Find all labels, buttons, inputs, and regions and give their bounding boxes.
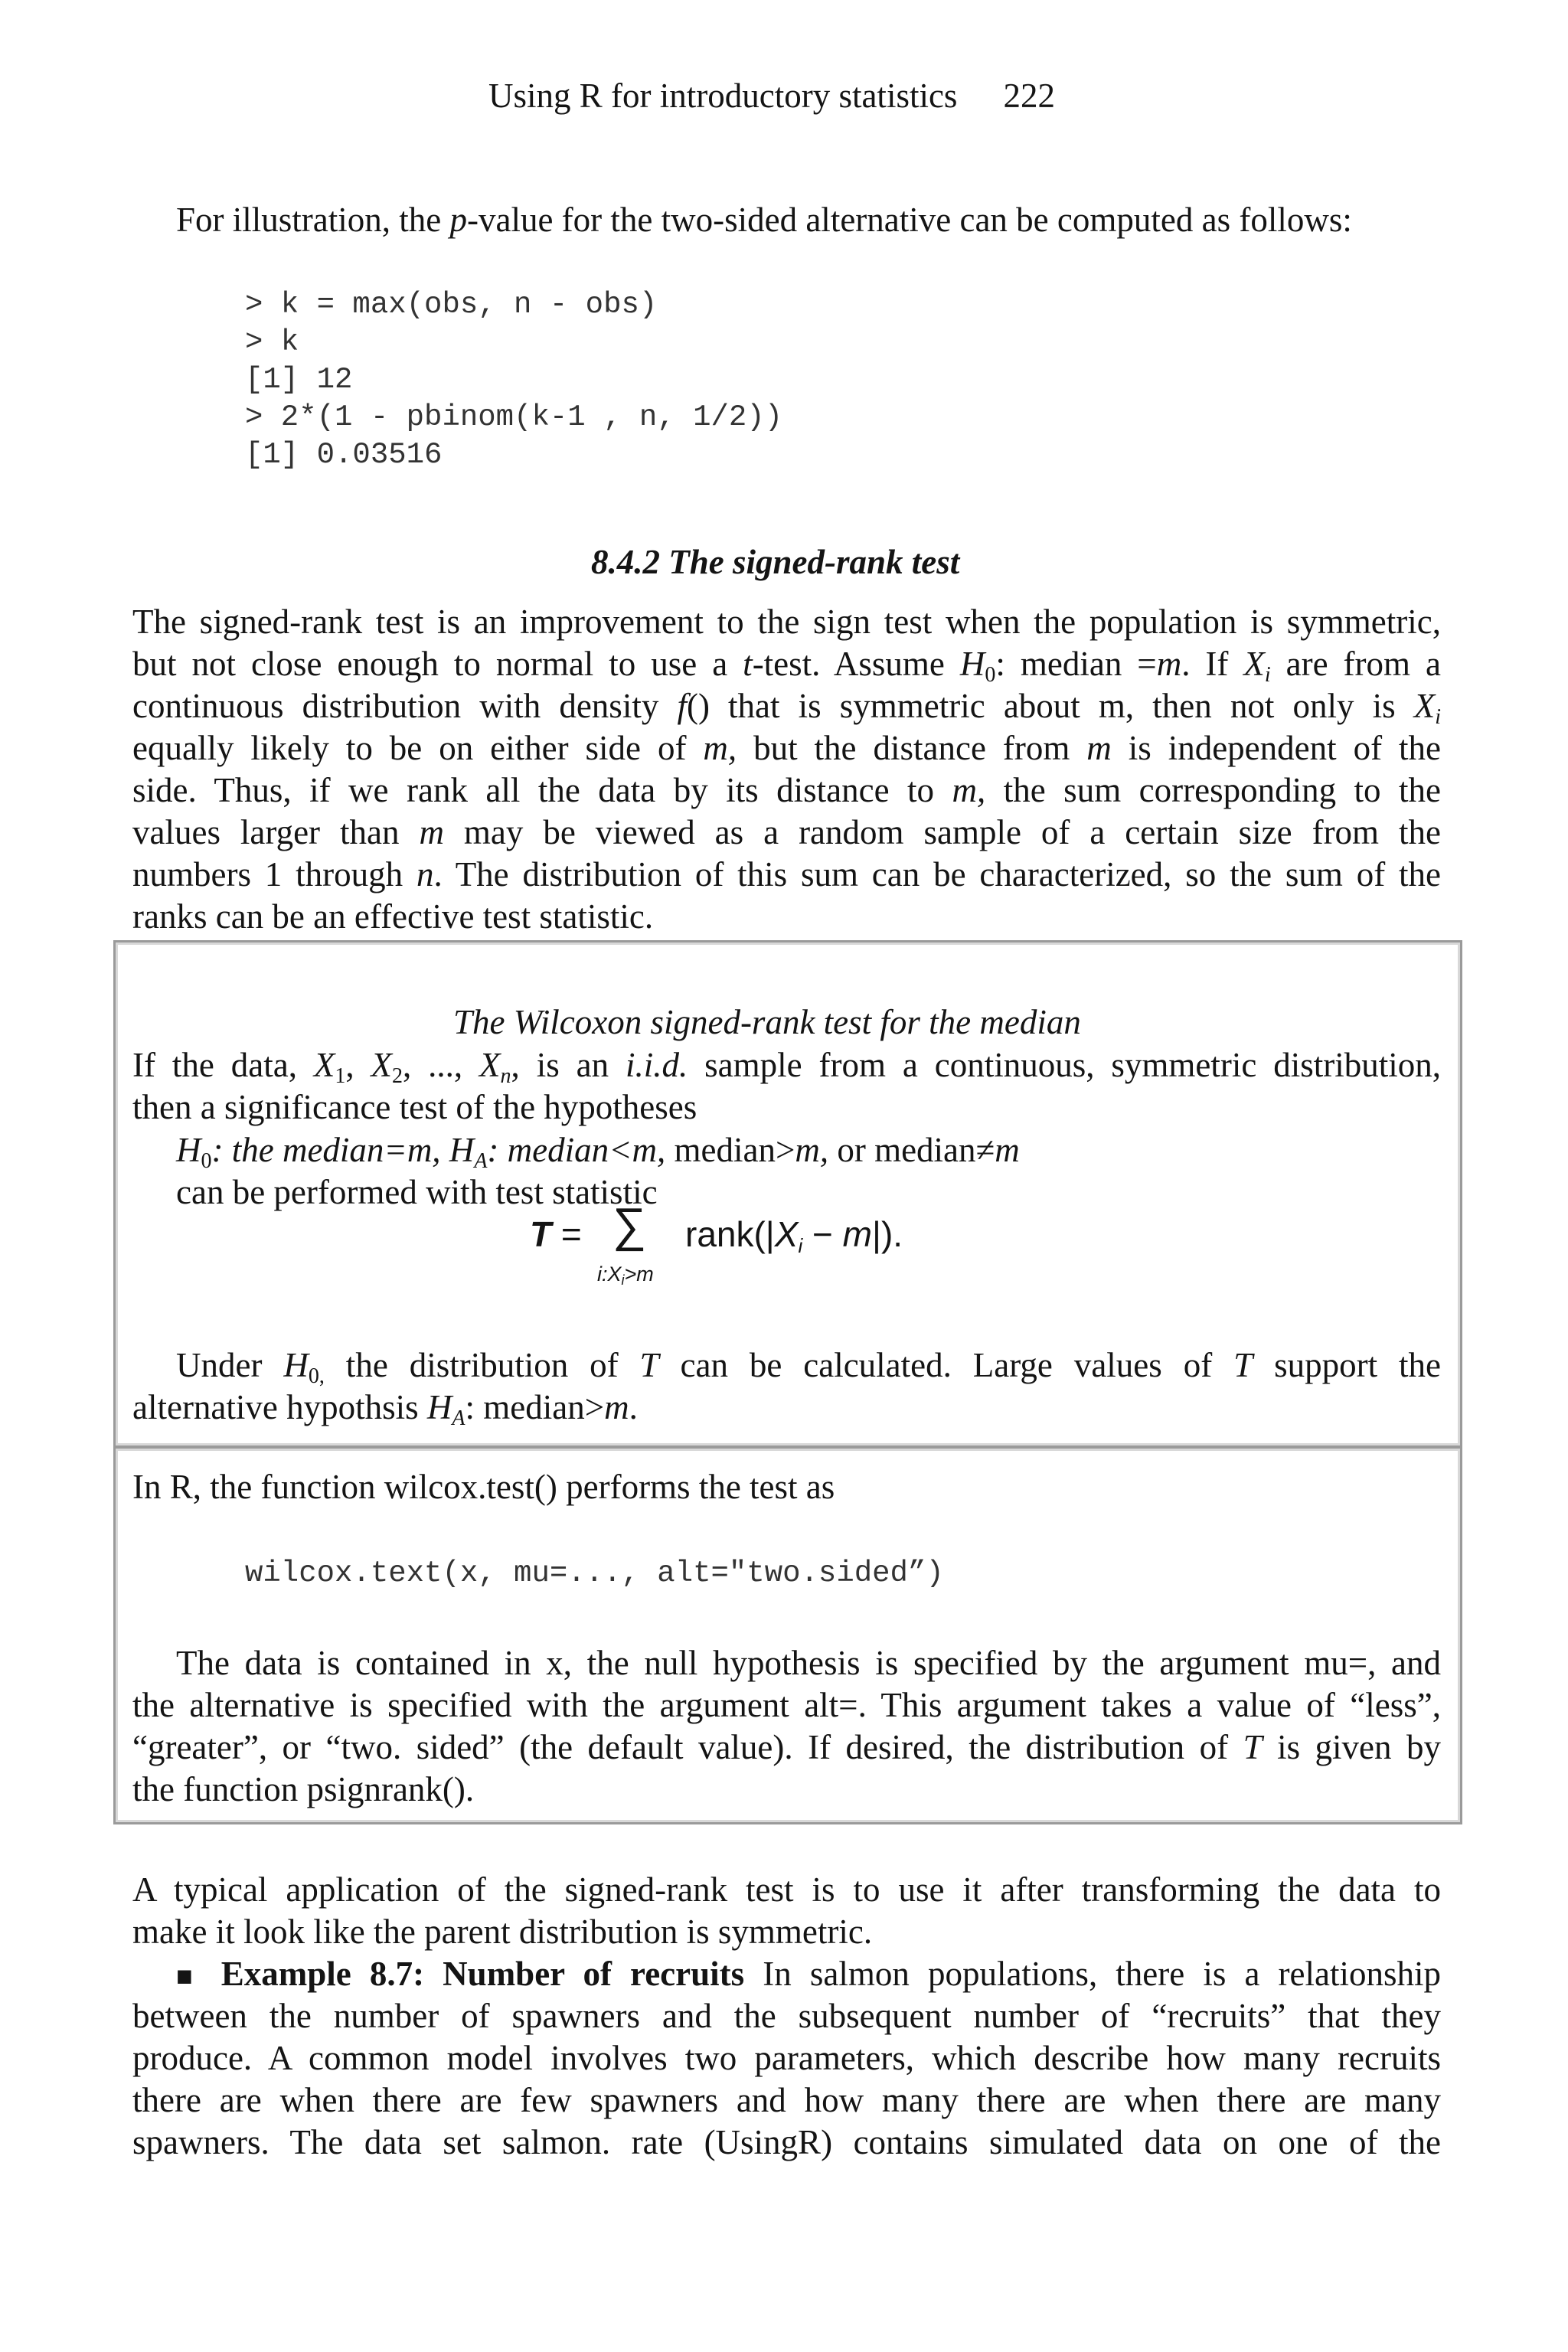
text-line: values larger than m may be viewed as a random sample of a certain size from the (132, 813, 1441, 851)
text-line: there are when there are few spawners and how many there are when there are many (132, 2081, 1441, 2119)
text-line: A typical application of the signed-rank test is to use it after transforming the data to (132, 1870, 1441, 1909)
text-line: side. Thus, if we rank all the data by its distance to m, the sum corresponding to the (132, 771, 1442, 809)
text-line: Under $H_{0,}$ the distribution of T can be calculated. Large values of T support the (176, 1346, 1441, 1388)
bullet-icon: ■ (176, 1961, 203, 1991)
intro-sentence: For illustration, the p-value for the two-sided alternative can be computed as follows: (176, 201, 1352, 239)
code-line: [1] 0.03516 (245, 438, 443, 472)
header-title: Using R for introductory statistics (488, 77, 958, 115)
running-header (488, 74, 1055, 117)
text-line: The data is contained in x, the null hypothesis is specified by the argument mu=, and (176, 1644, 1441, 1682)
text-line: can be performed with test statistic (176, 1173, 658, 1211)
text-line: equally likely to be on either side of m, but the distance from m is independent of the (132, 729, 1441, 767)
text-line: In R, the function wilcox.test() performs the test as (132, 1468, 835, 1506)
text-line: make it look like the parent distribution is symmetric. (132, 1913, 873, 1951)
section-heading: 8.4.2 The signed-rank test (591, 543, 960, 581)
hypotheses-line: $H_0$: the median=m, $H_A$: median<m, median>m, or median≠m (176, 1131, 1020, 1173)
text-line: then a significance test of the hypotheses (132, 1088, 697, 1126)
summation-index: $i:X_i>m$ (597, 1263, 654, 1288)
text-line: the alternative is specified with the argument alt=. This argument takes a value of “less”, (132, 1686, 1441, 1724)
code-line: > k = max(obs, n - obs) (245, 288, 658, 322)
summation-symbol: ∑ (612, 1199, 647, 1252)
text-line: alternative hypothsis $H_A$: median>m. (132, 1388, 638, 1430)
code-line: > k (245, 325, 299, 359)
code-line-wilcox: wilcox.text(x, mu=..., alt="two.sided”) (245, 1557, 944, 1590)
text-line: “greater”, or “two. sided” (the default value). If desired, the distribution of T is given by (132, 1728, 1441, 1766)
text-line: continuous distribution with density f() that is symmetric about m, then not only is $X_i$ (132, 687, 1442, 729)
text-line: but not close enough to normal to use a t-test. Assume $H_0$: median =m. If $X_i$ are from a (132, 645, 1441, 687)
text-line: produce. A common model involves two parameters, which describe how many recruits (132, 2039, 1441, 2077)
text-line: the function psignrank(). (132, 1770, 475, 1808)
box-title: The Wilcoxon signed-rank test for the median (453, 1003, 1081, 1041)
text-line: spawners. The data set salmon. rate (UsingR) contains simulated data on one of the (132, 2123, 1441, 2161)
text-line: The signed-rank test is an improvement to the sign test when the population is symmetric, (132, 603, 1441, 641)
text-line: ranks can be an effective test statistic. (132, 897, 654, 936)
text-line: If the data, $X_1$, $X_2$, ..., $X_n$, is an i.i.d. sample from a continuous, symmetric distribution, (132, 1046, 1441, 1088)
code-line: > 2*(1 - pbinom(k-1 , n, 1/2)) (245, 400, 783, 434)
code-line: [1] 12 (245, 363, 353, 397)
page-number: 222 (1003, 77, 1055, 115)
text-line: numbers 1 through n. The distribution of this sum can be characterized, so the sum of the (132, 855, 1441, 893)
text-line: between the number of spawners and the subsequent number of “recruits” that they (132, 1997, 1441, 2035)
text-line: ■ Example 8.7: Number of recruits In salmon populations, there is a relationship (176, 1955, 1442, 1993)
